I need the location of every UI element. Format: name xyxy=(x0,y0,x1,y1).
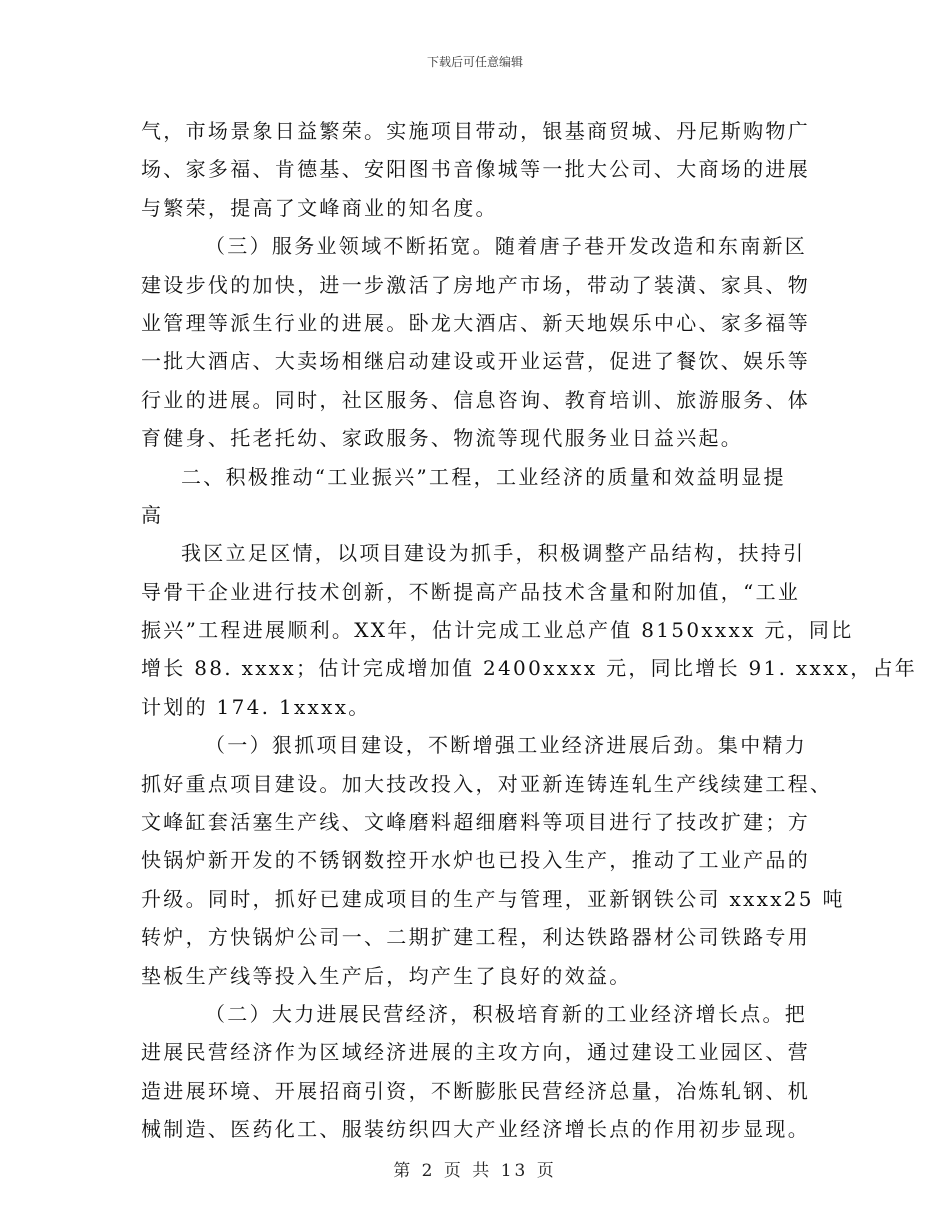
text-line: 进展民营经济作为区域经济进展的主攻方向，通过建设工业园区、营 xyxy=(141,1040,810,1065)
text-line: 二、积极推动“工业振兴”工程，工业经济的质量和效益明显提 xyxy=(181,464,786,489)
text-line: 气，市场景象日益繁荣。实施项目带动，银基商贸城、丹尼斯购物广 xyxy=(141,119,810,143)
paragraph xyxy=(141,995,813,1149)
text-line: （三）服务业领域不断拓宽。随着唐子巷开发改造和东南新区 xyxy=(205,234,808,259)
text-line: 升级。同时，抓好已建成项目的生产与管理，亚新钢铁公司 xxxx25 吨 xyxy=(141,886,845,911)
text-line: 育健身、托老托幼、家政服务、物流等现代服务业日益兴起。 xyxy=(141,426,744,451)
text-line: 抓好重点项目建设。加大技改投入，对亚新连铸连轧生产线续建工程、 xyxy=(141,771,833,796)
paragraph xyxy=(141,227,813,457)
text-line: 转炉，方快锅炉公司一、二期扩建工程，利达铁路器材公司铁路专用 xyxy=(141,925,810,950)
page-header: 下载后可任意编辑 xyxy=(426,55,523,69)
text-line: 振兴”工程进展顺利。XX年，估计完成工业总产值 8150xxxx 元，同比 xyxy=(141,618,854,643)
document-body xyxy=(141,112,918,1149)
text-line: 场、家多福、肯德基、安阳图书音像城等一批大公司、大商场的进展 xyxy=(141,157,810,182)
text-line: （一）狠抓项目建设，不断增强工业经济进展后劲。集中精力 xyxy=(205,733,808,758)
paragraph xyxy=(141,534,918,726)
text-line: 计划的 174. 1xxxx。 xyxy=(141,694,371,719)
text-line: 一批大酒店、大卖场相继启动建设或开业运营，促进了餐饮、娱乐等 xyxy=(141,349,810,374)
paragraph xyxy=(141,726,845,995)
text-line: 建设步伐的加快，进一步激活了房地产市场，带动了装潢、家具、物 xyxy=(141,272,810,297)
text-line: 快锅炉新开发的不锈钢数控开水炉也已投入生产，推动了工业产品的 xyxy=(141,848,810,873)
text-line: 垫板生产线等投入生产后，均产生了良好的效益。 xyxy=(141,963,632,988)
text-line: 行业的进展。同时，社区服务、信息咨询、教育培训、旅游服务、体 xyxy=(141,387,810,412)
page-number-footer: 第 2 页 共 13 页 xyxy=(393,1161,557,1181)
text-line: 我区立足区情，以项目建设为抓手，积极调整产品结构，扶持引 xyxy=(181,541,806,566)
text-line: 高 xyxy=(141,502,164,527)
paragraph xyxy=(141,112,813,227)
text-line: 造进展环境、开展招商引资，不断膨胀民营经济总量，冶炼轧钢、机 xyxy=(141,1078,810,1103)
text-line: 增长 88. xxxx；估计完成增加值 2400xxxx 元，同比增长 91. xxxx，占年 xyxy=(141,656,918,681)
text-line: 导骨干企业进行技术创新，不断提高产品技术含量和附加值，“工业 xyxy=(141,579,801,604)
text-line: 与繁荣，提高了文峰商业的知名度。 xyxy=(141,195,498,220)
text-line: 械制造、医药化工、服装纺织四大产业经济增长点的作用初步显现。 xyxy=(141,1117,810,1142)
text-line: （二）大力进展民营经济，积极培育新的工业经济增长点。把 xyxy=(205,1001,808,1026)
text-line: 文峰缸套活塞生产线、文峰磨料超细磨料等项目进行了技改扩建；方 xyxy=(141,810,810,835)
section-heading xyxy=(141,458,813,535)
text-line: 业管理等派生行业的进展。卧龙大酒店、新天地娱乐中心、家多福等 xyxy=(141,310,810,335)
